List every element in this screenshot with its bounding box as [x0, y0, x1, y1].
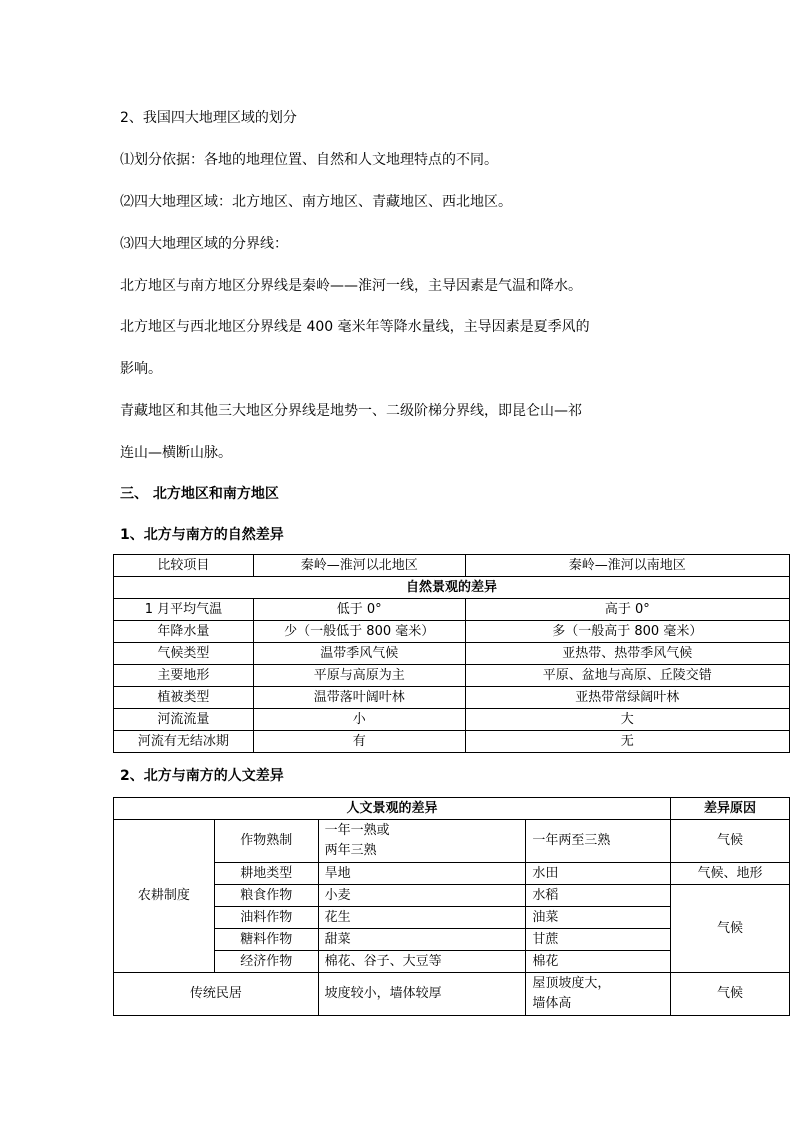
- table-header-row: [114, 555, 790, 577]
- reason-header: 差异原因: [671, 798, 790, 820]
- division-basis: ⑴划分依据：各地的地理位置、自然和人文地理特点的不同。: [120, 152, 498, 168]
- table-cell: 气候、地形: [671, 863, 790, 885]
- table-cell: 多（一般高于 800 毫米）: [465, 621, 789, 643]
- table-cell: 温带落叶阔叶林: [253, 687, 465, 709]
- table-cell: 棉花、谷子、大豆等: [318, 951, 526, 973]
- boundary-north-northwest: 北方地区与西北地区分界线是 400 毫米年等降水量线，主导因素是夏季风的: [120, 319, 590, 335]
- table-cell: 植被类型: [114, 687, 254, 709]
- housing-cell: 传统民居: [114, 973, 319, 1016]
- table-cell: 油料作物: [214, 907, 318, 929]
- table-cell: 河流流量: [114, 709, 254, 731]
- table-row: [114, 731, 790, 753]
- table-cell: 少（一般低于 800 毫米）: [253, 621, 465, 643]
- table-row: [114, 863, 790, 885]
- table-row: [114, 599, 790, 621]
- table-row: [114, 885, 790, 907]
- table-row: [114, 709, 790, 731]
- table-cell: 主要地形: [114, 665, 254, 687]
- item-2-title: 2、我国四大地理区域的划分: [120, 110, 297, 126]
- four-regions: ⑵四大地理区域：北方地区、南方地区、青藏地区、西北地区。: [120, 194, 512, 210]
- table-cell: 坡度较小，墙体较厚: [318, 973, 526, 1016]
- table-cell: 花生: [318, 907, 526, 929]
- table-cell: 水稻: [526, 885, 671, 907]
- table-cell: 一年一熟或 两年三熟: [318, 820, 526, 863]
- section-3-heading: 三、 北方地区和南方地区: [120, 486, 279, 502]
- boundary-north-northwest-cont: 影响。: [120, 361, 162, 377]
- table-row: [114, 577, 790, 599]
- boundaries-title: ⑶四大地理区域的分界线：: [120, 236, 288, 252]
- table-cell: 平原与高原为主: [253, 665, 465, 687]
- table-cell: 气候: [671, 820, 790, 863]
- table-row: [114, 973, 790, 1016]
- table-cell: 气候: [671, 973, 790, 1016]
- boundary-qingzang-cont: 连山—横断山脉。: [120, 445, 232, 461]
- table-cell: 粮食作物: [214, 885, 318, 907]
- table-cell: 屋顶坡度大， 墙体高: [526, 973, 671, 1016]
- table-cell: 低于 0°: [253, 599, 465, 621]
- natural-differences-heading: 1、北方与南方的自然差异: [120, 527, 284, 543]
- human-differences-table: [113, 797, 790, 1016]
- table-cell: 1 月平均气温: [114, 599, 254, 621]
- table-cell: 小麦: [318, 885, 526, 907]
- table-header-cell: 秦岭—淮河以北地区: [253, 555, 465, 577]
- table-cell: 有: [253, 731, 465, 753]
- table-cell: 温带季风气候: [253, 643, 465, 665]
- table-cell: 作物熟制: [214, 820, 318, 863]
- table-row: [114, 820, 790, 863]
- table-cell: 气候类型: [114, 643, 254, 665]
- table-cell: 甜菜: [318, 929, 526, 951]
- table-cell: 亚热带、热带季风气候: [465, 643, 789, 665]
- boundary-north-south: 北方地区与南方地区分界线是秦岭——淮河一线，主导因素是气温和降水。: [120, 278, 582, 294]
- table-cell: 棉花: [526, 951, 671, 973]
- human-landscape-header: 人文景观的差异: [114, 798, 671, 820]
- table-header-cell: 比较项目: [114, 555, 254, 577]
- table-row: [114, 643, 790, 665]
- boundary-qingzang: 青藏地区和其他三大地区分界线是地势一、二级阶梯分界线，即昆仑山—祁: [120, 403, 582, 419]
- table-cell: 平原、盆地与高原、丘陵交错: [465, 665, 789, 687]
- table-cell: 糖料作物: [214, 929, 318, 951]
- farming-system-cell: 农耕制度: [114, 820, 215, 973]
- table-cell: 油菜: [526, 907, 671, 929]
- table-cell: 河流有无结冰期: [114, 731, 254, 753]
- human-differences-heading: 2、北方与南方的人文差异: [120, 768, 284, 784]
- table-header-row: [114, 798, 790, 820]
- table-cell: 经济作物: [214, 951, 318, 973]
- table-cell: 大: [465, 709, 789, 731]
- table-cell: 无: [465, 731, 789, 753]
- table-cell: 亚热带常绿阔叶林: [465, 687, 789, 709]
- table-cell: 高于 0°: [465, 599, 789, 621]
- table-cell: 耕地类型: [214, 863, 318, 885]
- table-cell: 旱地: [318, 863, 526, 885]
- table-row: [114, 621, 790, 643]
- table-cell: 年降水量: [114, 621, 254, 643]
- table-row: [114, 665, 790, 687]
- table-cell: 一年两至三熟: [526, 820, 671, 863]
- natural-differences-table: [113, 554, 790, 753]
- table-row: [114, 687, 790, 709]
- table-header-cell: 秦岭—淮河以南地区: [465, 555, 789, 577]
- table-cell: 小: [253, 709, 465, 731]
- table-cell: 甘蔗: [526, 929, 671, 951]
- table-cell: 水田: [526, 863, 671, 885]
- natural-landscape-span: 自然景观的差异: [114, 577, 790, 599]
- merged-reason-cell: 气候: [671, 885, 790, 973]
